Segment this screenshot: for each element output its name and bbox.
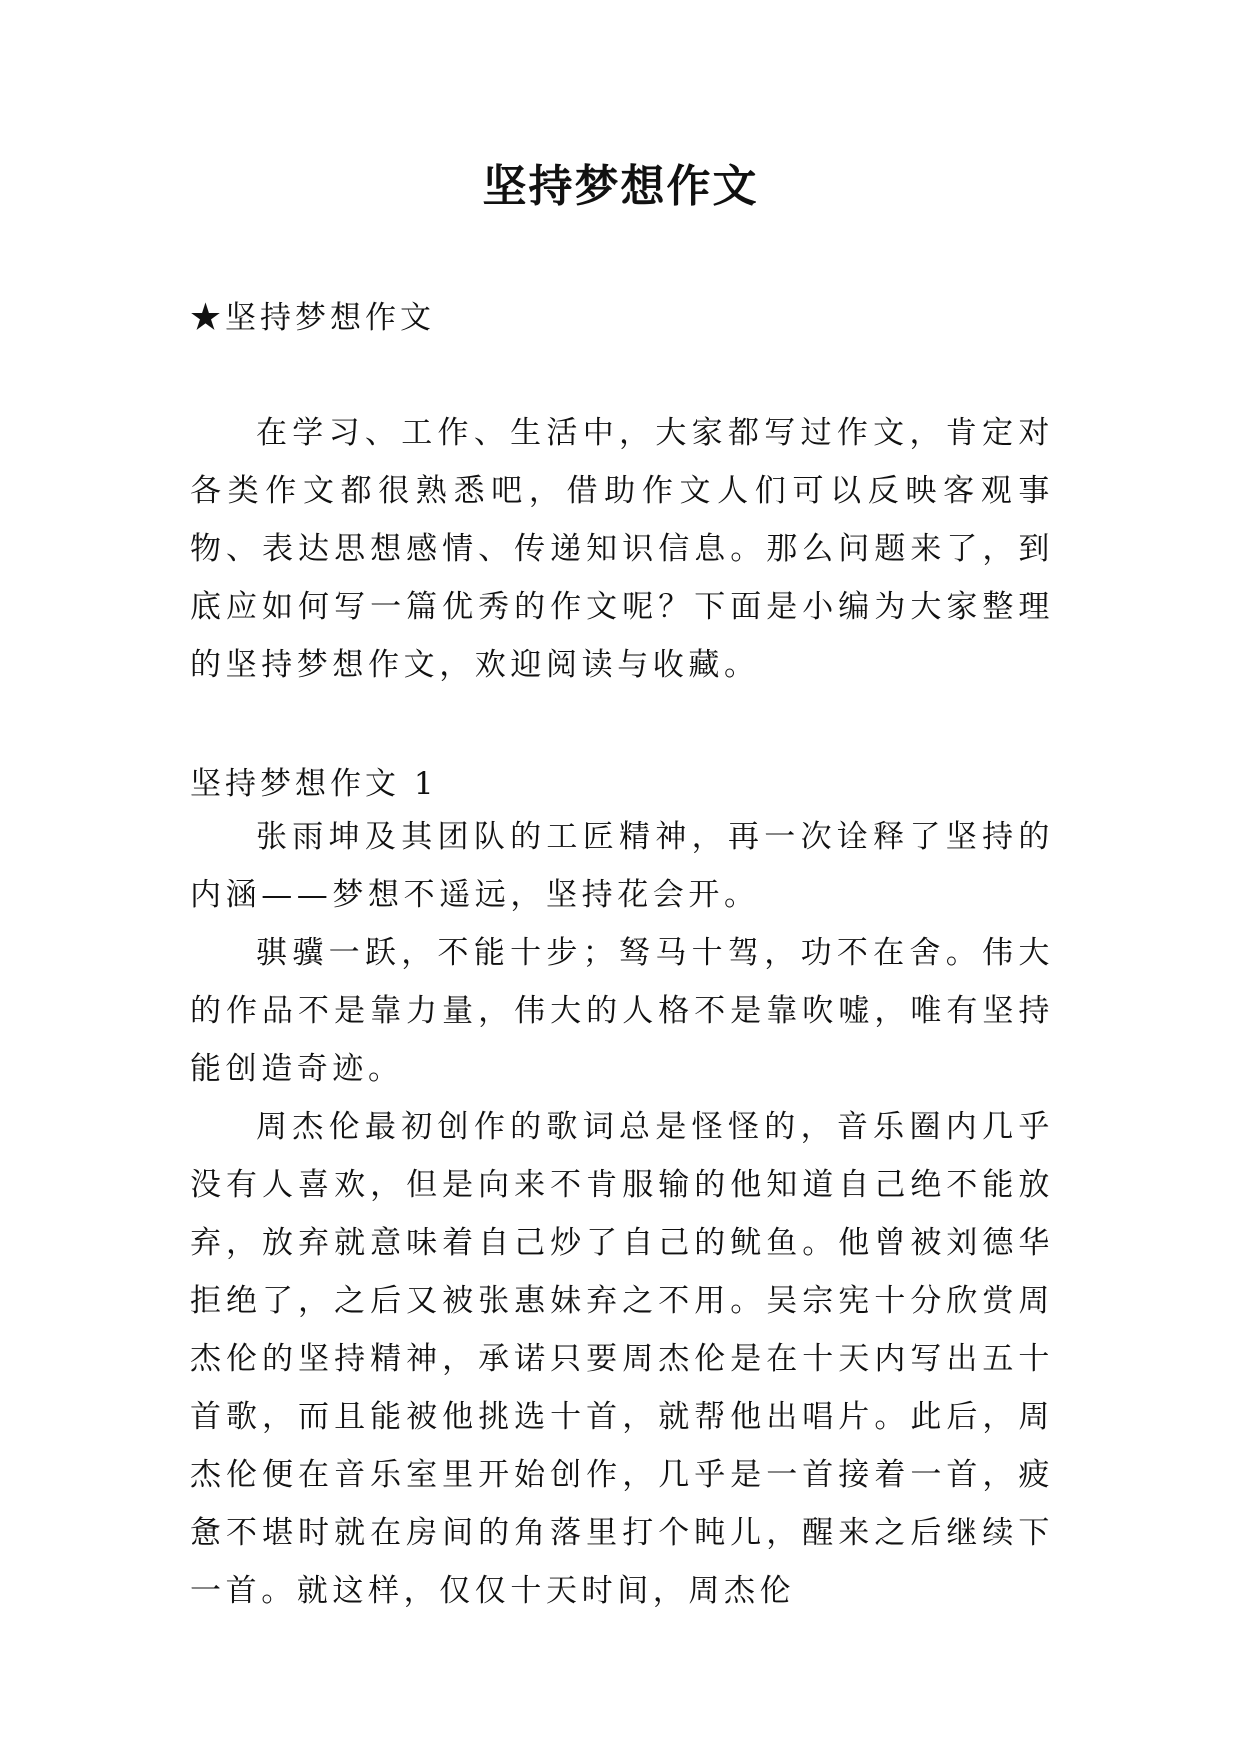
body-paragraph: 骐骥一跃，不能十步；驽马十驾，功不在舍。伟大的作品不是靠力量，伟大的人格不是靠吹嘘，唯有坚持能创造奇迹。 [190, 935, 1054, 1087]
body-paragraph: 张雨坤及其团队的工匠精神，再一次诠释了坚持的内涵——梦想不遥远，坚持花会开。 [190, 819, 1054, 913]
body-paragraph: 周杰伦最初创作的歌词总是怪怪的，音乐圈内几乎没有人喜欢，但是向来不肯服输的他知道自己绝不能放弃，放弃就意味着自己炒了自己的鱿鱼。他曾被刘德华拒绝了，之后又被张惠妹弃之不用。吴宗宪十分欣赏周杰伦的坚持精神，承诺只要周杰伦是在十天内写出五十首歌，而且能被他挑选十首，就帮他出唱片。此后，周杰伦便在音乐室里开始创作，几乎是一首接着一首，疲惫不堪时就在房间的角落里打个盹儿，醒来之后继续下一首。就这样，仅仅十天时间，周杰伦 [190, 1109, 1054, 1609]
section-heading: 坚持梦想作文 1 [190, 766, 438, 802]
document-title: 坚持梦想作文 [482, 161, 759, 212]
intro-paragraph: 在学习、工作、生活中，大家都写过作文，肯定对各类作文都很熟悉吧，借助作文人们可以反映客观事物、表达思想感情、传递知识信息。那么问题来了，到底应如何写一篇优秀的作文呢？下面是小编为大家整理的坚持梦想作文，欢迎阅读与收藏。 [190, 415, 1054, 683]
document-subheading: ★坚持梦想作文 [190, 300, 435, 336]
